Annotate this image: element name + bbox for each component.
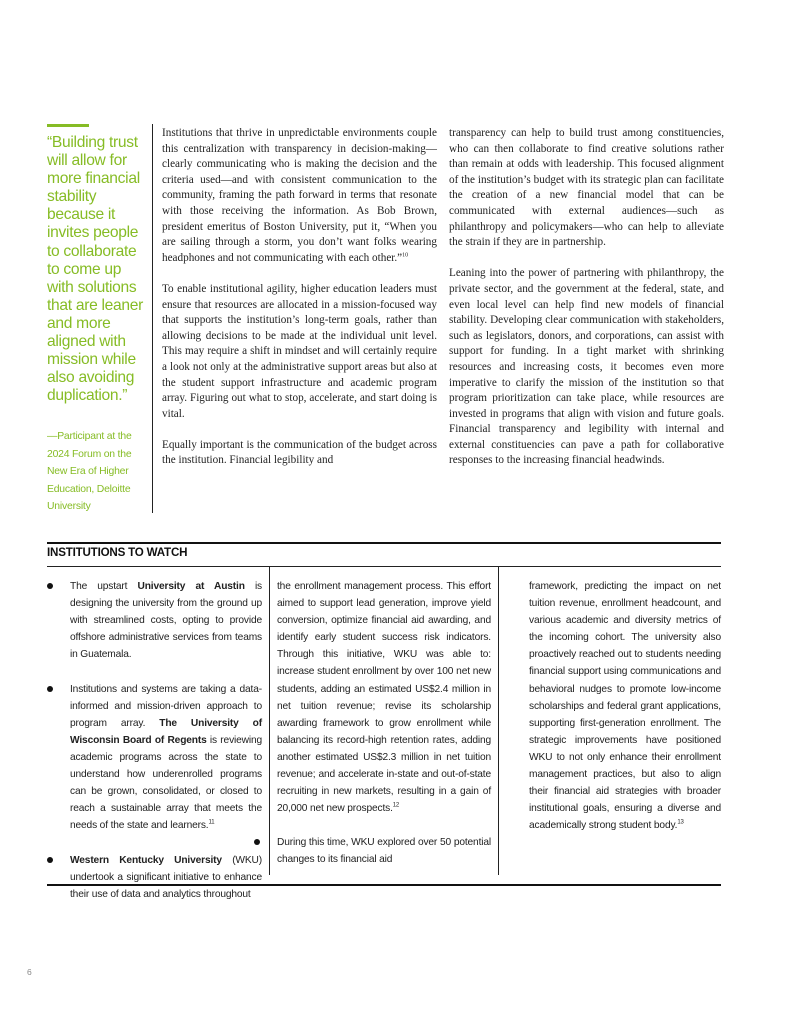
- section-title-rule: [47, 566, 721, 567]
- body-column-right: [449, 126, 724, 485]
- bullet-item: Institutions and systems are taking a data-informed and mission-driven approach to program array. The University of Wisconsin Board of Regents is reviewing academic programs across the state to understand how underenrolled programs can be grown, consolidated, or closed to reach a sustainable array that meets the needs of the state and learners.$^{11}$: [47, 681, 262, 835]
- body-paragraph: transparency can help to build trust among constituencies, who can then collaborate to find creative solutions rather than remain at odds with leadership. This focused alignment of the institution’s budget with its strategic plan can facilitate the creation of a new financial model that can be communicated with external audiences—such as philanthropy and policymakers—who can help to alleviate the strain if they are in partnership.: [449, 127, 724, 249]
- body-column-left: [162, 126, 437, 485]
- body-paragraph: To enable institutional agility, higher education leaders must ensure that resources are allocated in a mission-focused way that supports the institution’s long-term goals, rather than allowing decisions to be made at the individual unit level. This may require a shift in mindset and will certainly require a look not only at the administrative support areas but also at the student support infrastructure and academic program array. Figuring out what to stop, accelerate, and start doing is vital.: [162, 282, 437, 420]
- body-paragraph: Institutions that thrive in unpredictable environments couple this centralization with transparency in decision-making—clearly communicating who is making the decision and the criteria used—and with consistent communication to the community, framing the path forward in terms that resonate with those receiving the information. As Bob Brown, president emeritus of Boston University, put it, “When you are sailing through a storm, you don’t want folks wearing headphones and not communicating with each other.”$^{10}$: [162, 127, 437, 264]
- column-divider: [269, 567, 270, 875]
- section-bottom-rule: [47, 884, 721, 886]
- bullet-item: Western Kentucky University (WKU) undertook a significant initiative to enhance their use of data and analytics throughout: [47, 852, 262, 903]
- quote-accent-line: [47, 124, 89, 127]
- body-paragraph: Leaning into the power of partnering with philanthropy, the private sector, and the government at the federal, state, and even local level can help find new models of financial stability. Developing clear communication with stakeholders, such as legislators, donors, and corporations, can assist with support for funding. In a tight market with shrinking resources and increasing costs, it becomes even more imperative to clarify the mission of the institution so that program prioritization can take place, while resources are invested in programs that align with vision and future goals. Financial transparency and legibility with internal and external constituencies can pave a path for collaborative responses to the increasing financial headwinds.: [449, 267, 724, 467]
- watch-column-1: [47, 578, 262, 920]
- pull-quote: “Building trust will allow for more financial stability because it invites people to collaborate to come up with solutions that are leaner and more aligned with mission while also avoiding duplication.”: [47, 134, 144, 405]
- bullet-item: During this time, WKU explored over 50 potential changes to its financial aid: [254, 834, 491, 868]
- body-paragraph: Equally important is the communication of the budget across the institution. Financial legibility and: [162, 438, 437, 467]
- page-number: 6: [27, 967, 32, 977]
- quote-divider: [152, 124, 153, 513]
- section-top-rule: [47, 542, 721, 544]
- watch-paragraph: framework, predicting the impact on net tuition revenue, enrollment headcount, and various academic and diversity metrics of the incoming cohort. The university also proactively reached out to students needing financial support using communications and behavioral nudges to promote low-income scholarships and federal grant applications, supporting first-generation enrollment. The strategic improvements have positioned WKU to not only enhance their enrollment management practices, but also to align their financial aid strategies with broader institutional goals, ensuring a diverse and academically strong student body.$^{13}$: [529, 581, 721, 832]
- column-divider: [498, 567, 499, 875]
- bullet-item: The upstart University at Austin is designing the university from the ground up with streamlined costs, opting to provide offshore administrative services from teams in Guatemala.: [47, 578, 262, 663]
- watch-column-2: [277, 578, 491, 886]
- section-title: INSTITUTIONS TO WATCH: [47, 546, 188, 559]
- watch-paragraph: the enrollment management process. This effort aimed to support lead generation, improve yield conversion, optimize financial aid awarding, and identify early student success risk indicators. Through this initiative, WKU was able to: increase student enrollment by over 100 net new students, adding an estimated US$2.4 million in net tuition revenue; revise its scholarship awarding framework to grow enrollment while balancing its record-high retention rates, adding another estimated US$2.3 million in net tuition revenue; and accelerate in-state and out-of-state recruiting in new markets, resulting in a gain of 20,000 net new prospects.$^{12}$: [277, 581, 491, 815]
- quote-attribution: —Participant at the 2024 Forum on the New Era of Higher Education, Deloitte University: [47, 431, 132, 513]
- watch-column-3: [529, 578, 721, 852]
